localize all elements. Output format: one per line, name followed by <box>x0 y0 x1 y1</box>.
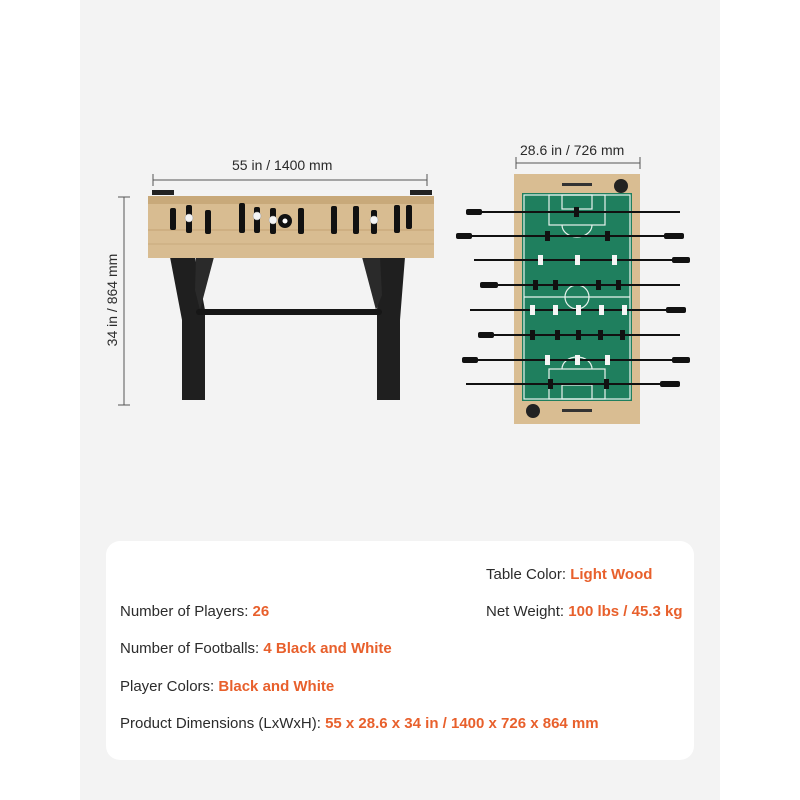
score-cup-bottom <box>526 404 540 418</box>
width-dimension-line <box>153 174 427 186</box>
spec-player-colors: Player Colors: Black and White <box>120 678 335 695</box>
right-leg-inner <box>362 257 382 310</box>
spec-players: Number of Players: 26 <box>120 603 270 620</box>
top-view-table <box>456 174 690 424</box>
spec-card <box>106 541 694 760</box>
depth-dimension-line <box>516 157 640 169</box>
right-leg <box>377 257 405 400</box>
depth-dimension-label: 28.6 in / 726 mm <box>520 142 625 158</box>
height-dimension-label: 34 in / 864 mm <box>104 253 120 347</box>
spec-product-dimensions: Product Dimensions (LxWxH): 55 x 28.6 x 34 in / 1400 x 726 x 864 mm <box>120 715 599 732</box>
spec-net-weight: Net Weight: 100 lbs / 45.3 kg <box>486 603 683 620</box>
stretcher-bar <box>196 309 382 315</box>
spec-table-color: Table Color: Light Wood <box>486 566 653 583</box>
side-view-table <box>148 190 434 400</box>
score-cup-top <box>614 179 628 193</box>
width-dimension-label: 55 in / 1400 mm <box>232 157 333 173</box>
spec-footballs: Number of Footballs: 4 Black and White <box>120 640 392 657</box>
